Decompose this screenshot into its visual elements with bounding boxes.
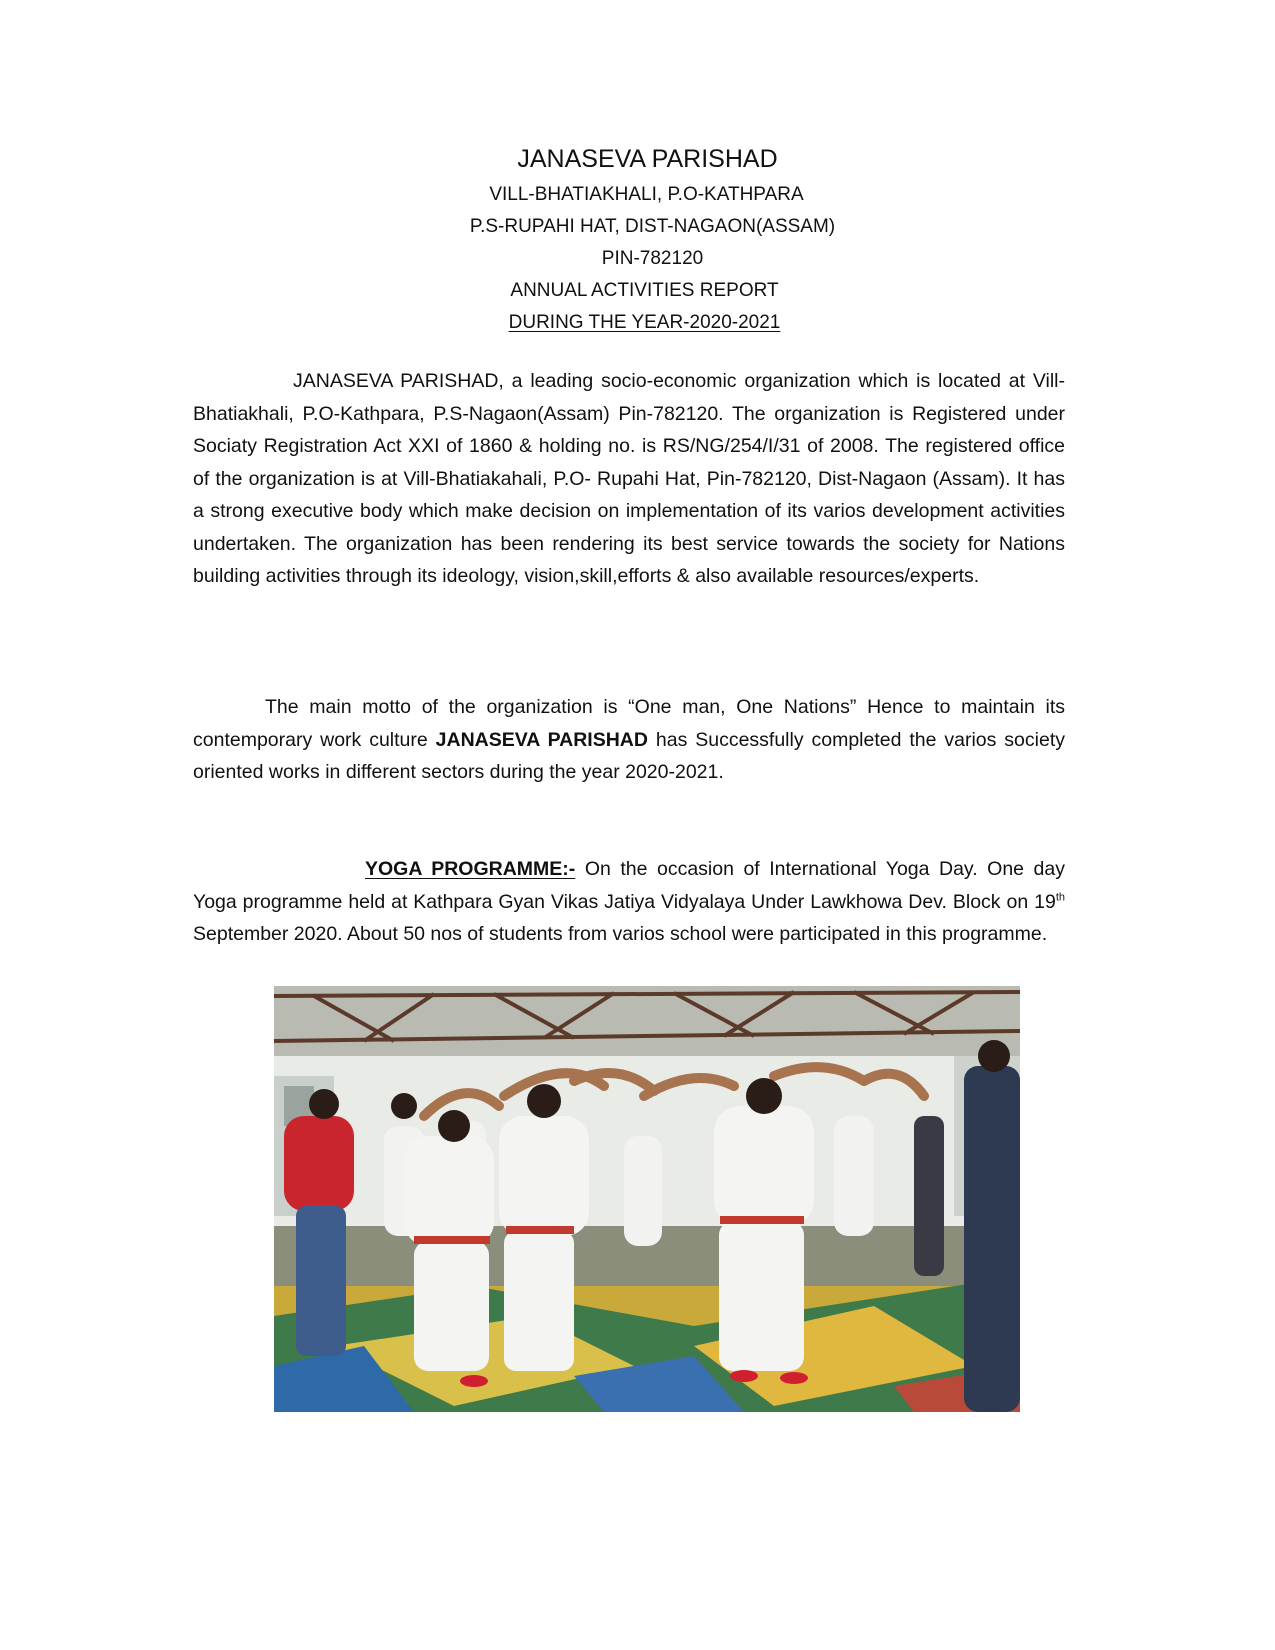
yoga-text-before: On the occasion of International Yoga Day. One day Yoga programme held at Kathpara Gyan Vikas Jatiya Vidyalaya Under Lawkhowa Dev. Block on 19 [193, 858, 1065, 913]
motto-org-name: JANASEVA PARISHAD [435, 728, 648, 751]
motto-text-before: The main motto of the organization is “One man, One Nations” Hence to maintain its contemporary work culture [193, 696, 1065, 751]
pin-code: PIN-782120 [601, 248, 704, 269]
yoga-heading: YOGA PROGRAMME:- [365, 858, 576, 880]
intro-paragraph: JANASEVA PARISHAD, a leading socio-economic organization which is located at Vill-Bhatiakhali, P.O-Kathpara, P.S-Nagaon(Assam) Pin-782120. The organization is Registered under Sociaty Registration Act XXI of 1860 & holding no. is RS/NG/254/I/31 of 2008. The registered office of the organization is at Vill-Bhatiakahali, P.O- Rupahi Hat, Pin-782120, Dist-Nagaon (Assam). It has a strong executive body which make decision on implementation of its varios development activities undertaken. The organization has been rendering its best service towards the society for Nations building activities through its ideology, vision,skill,efforts & also available resources/experts. [193, 370, 1065, 587]
letterhead [0, 145, 1275, 339]
yoga-programme-photo [274, 986, 1020, 1412]
yoga-text-after: September 2020. About 50 nos of students from varios school were participated in this programme. [193, 923, 1048, 945]
address-line-2: P.S-RUPAHI HAT, DIST-NAGAON(ASSAM) [469, 216, 836, 237]
motto-text-after: has Successfully completed the varios society oriented works in different sectors during the year 2020-2021. [193, 728, 1065, 783]
organization-name: JANASEVA PARISHAD [517, 145, 778, 173]
address-line-1: VILL-BHATIAKHALI, P.O-KATHPARA [489, 184, 804, 205]
report-title: ANNUAL ACTIVITIES REPORT [510, 280, 779, 301]
yoga-date-suffix: th [1055, 891, 1065, 903]
report-period: DURING THE YEAR-2020-2021 [508, 312, 781, 333]
motto-paragraph [193, 691, 1065, 789]
yoga-paragraph [193, 853, 1065, 951]
